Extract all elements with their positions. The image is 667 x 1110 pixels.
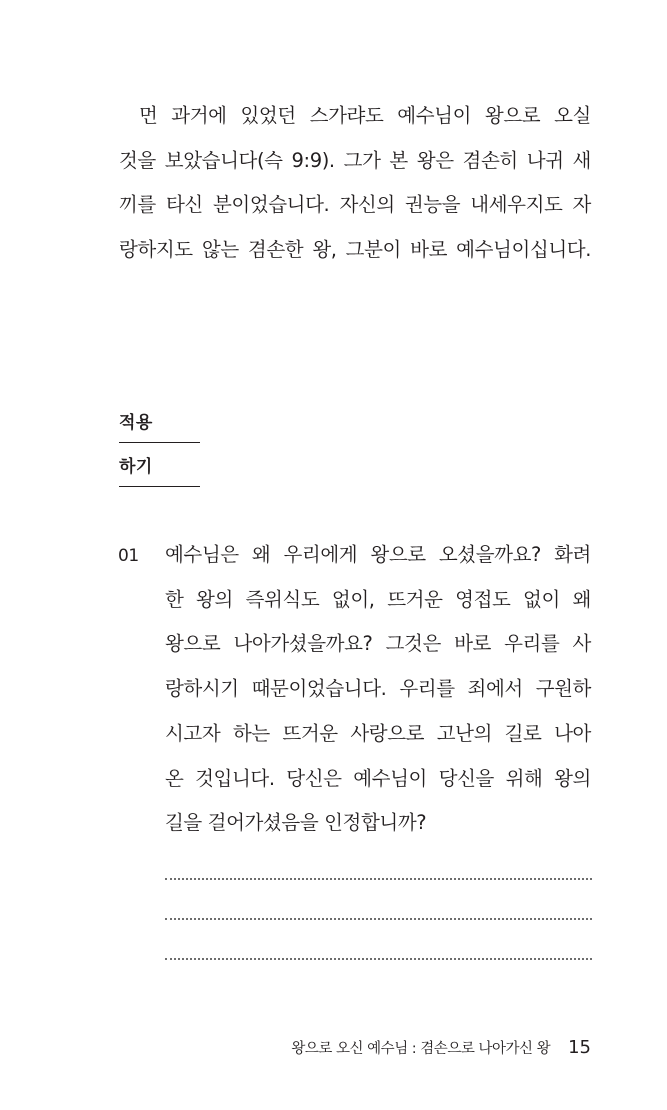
question-line: 랑하시기 때문이었습니다. 우리를 죄에서 구원하 <box>165 677 591 701</box>
section-label-apply: 적용 <box>119 413 200 443</box>
question-number: 01 <box>118 546 139 566</box>
question-text <box>165 533 591 846</box>
question-line: 왕으로 나아가셨을까요? 그것은 바로 우리를 사 <box>165 632 591 656</box>
intro-line: 것을 보았습니다(슥 9:9). 그가 본 왕은 겸손히 나귀 새 <box>119 148 591 172</box>
intro-line: 랑하지도 않는 겸손한 왕, 그분이 바로 예수님이십니다. <box>119 237 591 261</box>
answer-line <box>165 958 592 960</box>
page-number: 15 <box>568 1037 591 1058</box>
page-footer <box>0 1037 591 1058</box>
intro-line: 먼 과거에 있었던 스가랴도 예수님이 왕으로 오실 <box>139 104 591 127</box>
question-line: 온 것입니다. 당신은 예수님이 당신을 위해 왕의 <box>165 766 591 790</box>
intro-paragraph <box>119 94 591 272</box>
answer-line <box>165 918 592 920</box>
answer-line <box>165 878 592 880</box>
question-line: 시고자 하는 뜨거운 사랑으로 고난의 길로 나아 <box>165 721 591 745</box>
section-label-do: 하기 <box>119 457 200 487</box>
question-line: 예수님은 왜 우리에게 왕으로 오셨을까요? 화려 <box>165 543 591 566</box>
intro-line: 끼를 타신 분이었습니다. 자신의 권능을 내세우지도 자 <box>119 193 591 217</box>
question-line: 한 왕의 즉위식도 없이, 뜨거운 영접도 없이 왜 <box>165 587 591 611</box>
answer-area <box>165 878 592 998</box>
question-line: 길을 걸어가셨음을 인정합니까? <box>165 811 427 835</box>
running-title: 왕으로 오신 예수님 : 겸손으로 나아가신 왕 <box>291 1041 551 1057</box>
